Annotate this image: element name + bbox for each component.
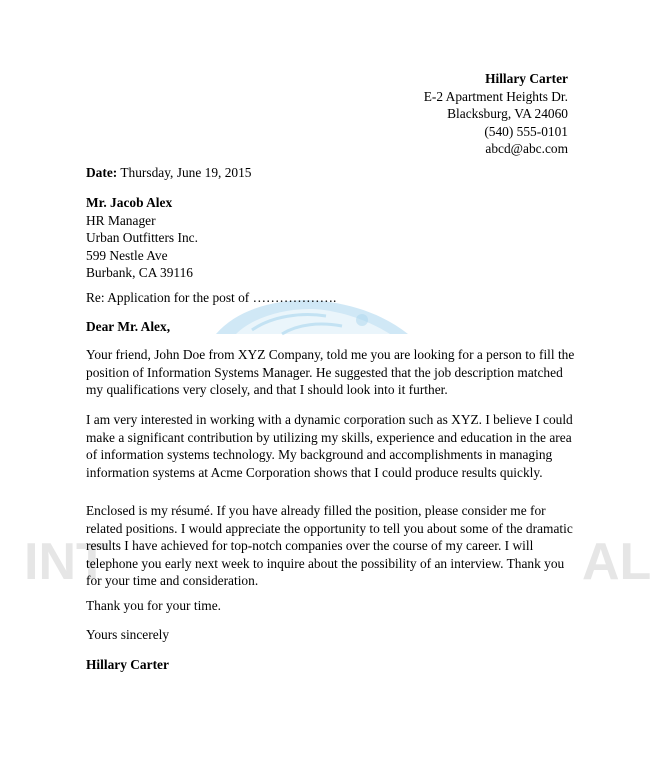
signature: Hillary Carter: [86, 657, 169, 672]
sender-phone: (540) 555-0101: [484, 123, 568, 139]
sender-name: Hillary Carter: [485, 71, 568, 86]
sender-email: abcd@abc.com: [485, 141, 568, 157]
sender-address-line1: E-2 Apartment Heights Dr.: [423, 88, 568, 104]
watermark-right-text: AL: [582, 533, 651, 591]
recipient-name: Mr. Jacob Alex: [86, 195, 173, 210]
recipient-address-block: [86, 194, 576, 282]
body-paragraph-text: Enclosed is my résumé. If you have already filled the position, please consider me for related positions. I would appreciate the opportunity to tell you about some of the dramatic results I have achieved for top-notch companies over the course of my career. I will telephone you early next week to inquire about the possibility of an interview. Thank you for your time and consideration.: [86, 503, 573, 589]
closing: Yours sincerely: [86, 627, 170, 642]
recipient-title: HR Manager: [86, 212, 156, 228]
date-value: Thursday, June 19, 2015: [117, 165, 252, 180]
thanks-line: Thank you for your time.: [86, 598, 221, 613]
body-paragraph-1: [86, 346, 576, 399]
salutation: Dear Mr. Alex,: [86, 319, 171, 334]
sender-address-block: [424, 70, 568, 158]
date-label: Date:: [86, 165, 118, 180]
body-paragraph-text: Your friend, John Doe from XYZ Company, told me you are looking for a person to fill the position of Information Systems Manager. He suggested that the job description matched my qualifications very closely, and that I should look into it further.: [86, 347, 575, 398]
recipient-city: Burbank, CA 39116: [86, 265, 193, 281]
body-paragraph-2: [86, 411, 576, 481]
body-paragraph-text: I am very interested in working with a dynamic corporation such as XYZ. I believe I could make a significant contribution by utilizing my skills, experience and education in the area of information systems technology. My background and accomplishments in managing information systems at Acme Corporation shows that I could produce results quickly.: [86, 412, 573, 480]
watermark-left-text: INT: [24, 533, 108, 591]
recipient-street: 599 Nestle Ave: [86, 247, 168, 263]
sender-address-line2: Blacksburg, VA 24060: [447, 106, 568, 122]
body-paragraph-3: [86, 502, 576, 590]
recipient-company: Urban Outfitters Inc.: [86, 230, 198, 246]
subject-line: Re: Application for the post of ……………….: [86, 290, 337, 305]
letter-date: [86, 164, 576, 182]
